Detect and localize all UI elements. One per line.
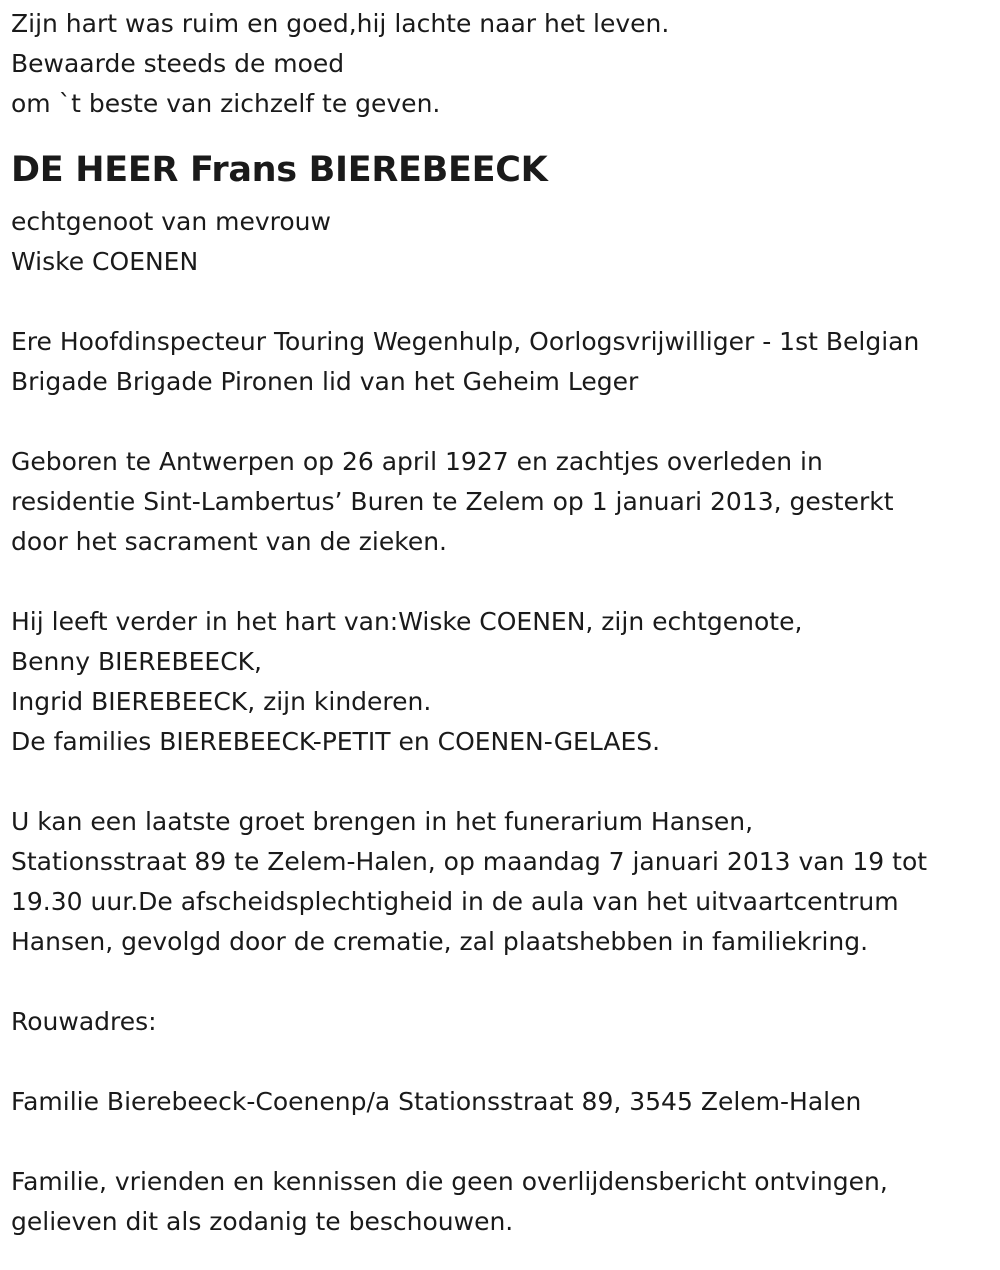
titles-line: Ere Hoofdinspecteur Touring Wegenhulp, Oorlogsvrijwilliger - 1st Belgian (11, 327, 920, 356)
birth-death-line: door het sacrament van de zieken. (11, 527, 447, 556)
titles-paragraph (11, 322, 980, 402)
closing-line: Familie, vrienden en kennissen die geen overlijdensbericht ontvingen, (11, 1167, 888, 1196)
farewell-line: Hansen, gevolgd door de crematie, zal plaatshebben in familiekring. (11, 927, 869, 956)
poem-line: Zijn hart was ruim en goed,hij lachte naar het leven. (11, 9, 670, 38)
mourning-address: Familie Bierebeeck-Coenenp/a Stationsstraat 89, 3545 Zelem-Halen (11, 1087, 862, 1116)
deceased-name: DE HEER Frans BIEREBEECK (11, 150, 548, 190)
poem-line: Bewaarde steeds de moed (11, 49, 345, 78)
family-line: Benny BIEREBEECK, (11, 647, 262, 676)
farewell-line: Stationsstraat 89 te Zelem-Halen, op maandag 7 januari 2013 van 19 tot (11, 847, 928, 876)
family-line: De families BIEREBEECK-PETIT en COENEN-GELAES. (11, 727, 661, 756)
family-line: Ingrid BIEREBEECK, zijn kinderen. (11, 687, 432, 716)
birth-death-paragraph (11, 442, 980, 562)
closing-line: gelieven dit als zodanig te beschouwen. (11, 1207, 514, 1236)
titles-line: Brigade Brigade Pironen lid van het Geheim Leger (11, 367, 639, 396)
spouse-relation: echtgenoot van mevrouw (11, 207, 331, 236)
birth-death-line: Geboren te Antwerpen op 26 april 1927 en zachtjes overleden in (11, 447, 823, 476)
poem (11, 4, 980, 124)
birth-death-line: residentie Sint-Lambertus’ Buren te Zelem op 1 januari 2013, gesterkt (11, 487, 894, 516)
farewell-paragraph (11, 802, 980, 962)
family-line: Hij leeft verder in het hart van:Wiske COENEN, zijn echtgenote, (11, 607, 803, 636)
address-label: Rouwadres: (11, 1007, 157, 1036)
farewell-line: 19.30 uur.De afscheidsplechtigheid in de aula van het uitvaartcentrum (11, 887, 899, 916)
farewell-line: U kan een laatste groet brengen in het funerarium Hansen, (11, 807, 754, 836)
closing-paragraph (11, 1162, 980, 1242)
family-paragraph (11, 602, 980, 762)
poem-line: om `t beste van zichzelf te geven. (11, 89, 441, 118)
spouse-name: Wiske COENEN (11, 247, 199, 276)
